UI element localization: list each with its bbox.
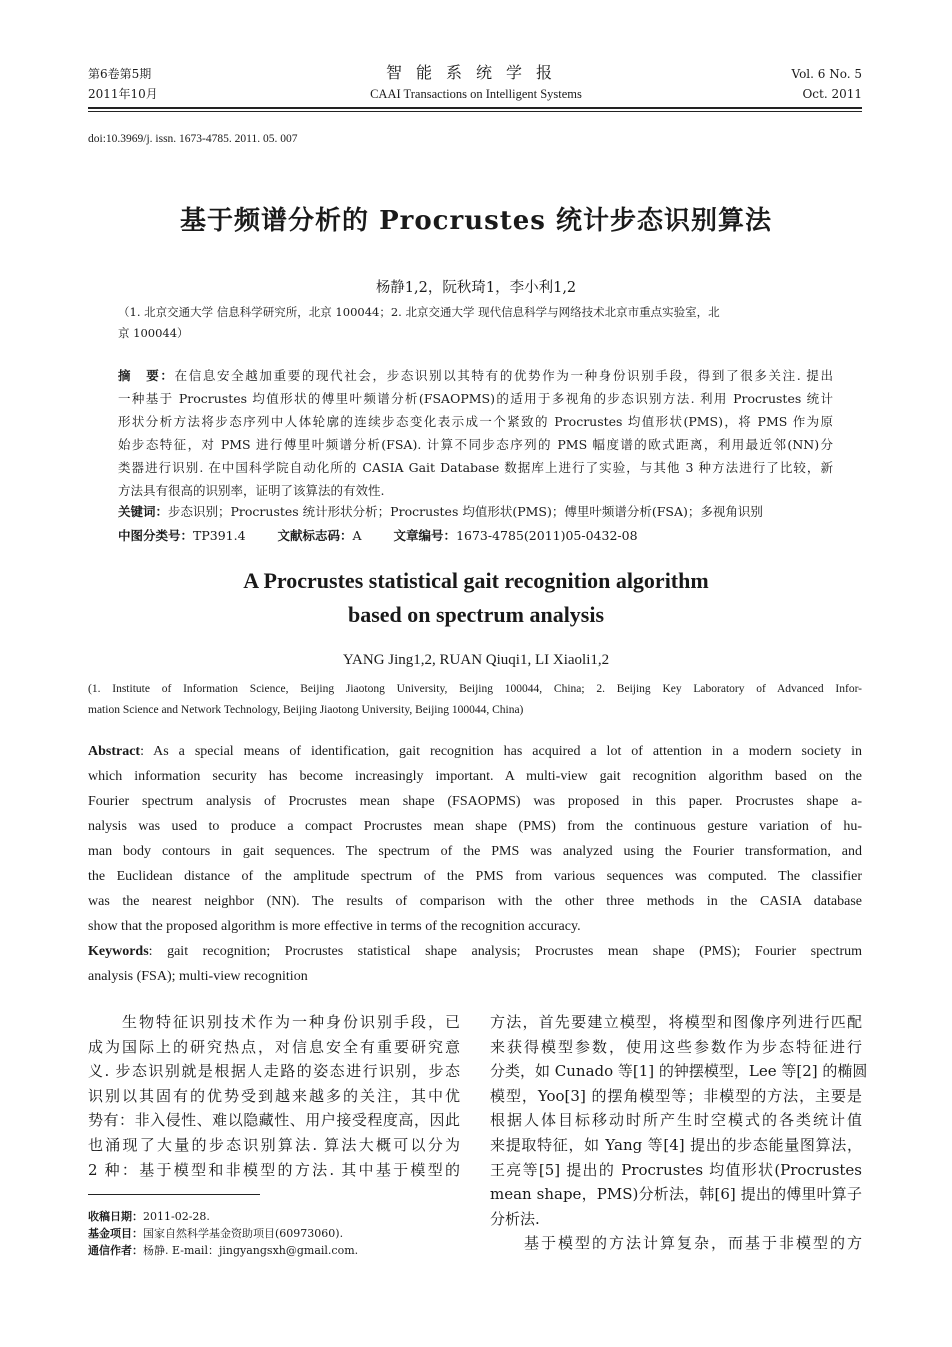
corresponding-value: 杨静. E-mail：jingyangsxh@gmail.com.: [143, 1244, 359, 1257]
abstract-en-line: nalysis was used to produce a compact Procrustes mean shape (PMS) from the continuous gesture variation of hu-: [88, 819, 862, 834]
body-line: 也涌现了大量的步态识别算法. 算法大概可以分为: [88, 1135, 460, 1154]
abstract-cn-line: 形状分析方法将步态序列中人体轮廓的连续步态变化表示成一个紧致的 Procrustes 均值形状(PMS)，将 PMS 作为原: [118, 414, 833, 429]
authors-en: YANG Jing1,2, RUAN Qiuqi1, LI Xiaoli1,2: [342, 652, 610, 668]
date-cn: 2011年10月: [88, 87, 158, 101]
journal-en: CAAI Transactions on Intelligent Systems: [370, 87, 582, 101]
title-en-line: based on spectrum analysis: [347, 602, 605, 627]
fund-label: 基金项目：: [88, 1227, 143, 1240]
body-line: 义. 步态识别就是根据人走路的姿态进行识别，步态: [88, 1062, 460, 1081]
abstract-en-line: Fourier spectrum analysis of Procrustes mean shape (FSAOPMS) was proposed in this paper. Procrustes shape a-: [88, 794, 862, 809]
article-no-label: 文章编号：: [393, 528, 457, 543]
doc-code-label: 文献标志码：: [277, 528, 353, 543]
footnotes: [88, 1208, 460, 1259]
body-left-column: [88, 1010, 460, 1182]
body-line: 根据人体目标移动时所产生时空模式的各类统计值: [490, 1111, 862, 1130]
body-line: 来获得模型参数，使用这些参数作为步态特征进行: [490, 1037, 862, 1056]
clc-label: 中图分类号：: [118, 528, 194, 543]
body-line: 方法，首先要建立模型，将模型和图像序列进行匹配: [490, 1013, 862, 1031]
affiliation-cn-line: 京 100044）: [118, 326, 189, 340]
body-line: 来提取特征，如 Yang 等[4] 提出的步态能量图算法，: [490, 1135, 862, 1154]
body-right-column: [490, 1010, 868, 1256]
authors-cn: 杨静1,2，阮秋琦1，李小利1,2: [375, 280, 577, 296]
body-line: mean shape，PMS)分析法，韩[6] 提出的傅里叶算子: [490, 1185, 862, 1204]
received-value: 2011-02-28.: [143, 1210, 210, 1223]
header-rule: [88, 107, 862, 109]
clc-value: TP391.4: [193, 528, 246, 543]
affiliation-en-line: (1. Institute of Information Science, Beijing Jiaotong University, Beijing 100044, China; 2. Beijing Key Laboratory of Advanced Infor-: [88, 683, 862, 695]
abstract-cn-line: 在信息安全越加重要的现代社会，步态识别以其特有的优势作为一种身份识别手段，得到了很多关注. 提出: [174, 368, 833, 383]
body-line: 识别以其固有的优势受到越来越多的关注，其中优: [88, 1086, 460, 1105]
issue-cn: 第6卷第5期: [88, 67, 152, 81]
abstract-en-line: man body contours in gait sequences. The spectrum of the PMS was analyzed using the Fourier transformation, and: [88, 844, 862, 859]
body-line: 王亮等[5] 提出的 Procrustes 均值形状(Procrustes: [490, 1160, 862, 1179]
abstract-en: [88, 739, 862, 989]
volume-en: Vol. 6 No. 5: [791, 67, 862, 81]
keywords-en-line: : gait recognition; Procrustes statistical shape analysis; Procrustes mean shape (PMS); Fourier spectrum: [148, 944, 862, 959]
keywords-cn-text: 步态识别；Procrustes 统计形状分析；Procrustes 均值形状(PMS)；傅里叶频谱分析(FSA)；多视角识别: [168, 504, 763, 519]
body-line: 势有：非入侵性、难以隐藏性、用户接受程度高，因此: [88, 1111, 460, 1130]
abstract-cn-line: 方法具有很高的识别率，证明了该算法的有效性.: [118, 483, 385, 498]
abstract-cn-line: 始步态特征，对 PMS 进行傅里叶频谱分析(FSA). 计算不同步态序列的 PMS 幅度谱的欧式距离，利用最近邻(NN)分: [118, 437, 833, 452]
corresponding-label: 通信作者：: [88, 1244, 143, 1257]
abstract-en-line: : As a special means of identification, gait recognition has acquired a lot of attention in a modern society in: [140, 744, 862, 759]
abstract-cn-line: 一种基于 Procrustes 均值形状的傅里叶频谱分析(FSAOPMS)的适用于多视角的步态识别方法. 利用 Procrustes 统计: [118, 391, 833, 406]
keywords-cn: [118, 501, 833, 523]
abstract-en-label: Abstract: [88, 744, 141, 759]
abstract-cn-label: 摘 要：: [118, 368, 175, 383]
affiliation-en-line: mation Science and Network Technology, Beijing Jiaotong University, Beijing 100044, China): [88, 704, 524, 716]
abstract-en-line: show that the proposed algorithm is more effective in terms of the recognition accuracy.: [88, 919, 581, 934]
body-line: 生物特征识别技术作为一种身份识别手段，已: [88, 1013, 460, 1031]
doc-code-value: A: [352, 528, 362, 543]
title-en-line: A Procrustes statistical gait recognition algorithm: [243, 568, 709, 593]
abstract-en-line: was the nearest neighbor (NN). The results of comparison with the other three methods in the CASIA database: [88, 894, 862, 909]
received-label: 收稿日期：: [88, 1210, 143, 1223]
body-line: 基于模型的方法计算复杂，而基于非模型的方: [490, 1234, 862, 1253]
fund-value: 国家自然科学基金资助项目(60973060).: [143, 1227, 344, 1240]
header-rule-thin: [88, 111, 862, 112]
abstract-en-line: the Euclidean distance of the amplitude spectrum of the PMS from various sequences was computed. The classifier: [88, 869, 862, 884]
keywords-en-label: Keywords: [88, 944, 149, 959]
abstract-cn: [118, 364, 833, 502]
keywords-en-line: analysis (FSA); multi-view recognition: [88, 969, 308, 984]
body-line: 分析法.: [490, 1209, 540, 1228]
body-line: 分类，如 Cunado 等[1] 的钟摆模型，Lee 等[2] 的椭圆: [490, 1062, 868, 1081]
keywords-cn-label: 关键词：: [118, 504, 169, 519]
volume-label: [792, 64, 862, 104]
body-line: 模型，Yoo[3] 的摆角模型等；非模型的方法，主要是: [490, 1086, 862, 1105]
journal-cn: 智能系统学报: [385, 63, 566, 82]
affiliation-en: [88, 679, 862, 721]
classification: [118, 525, 833, 547]
footnote-rule: [88, 1194, 260, 1195]
title-en: [0, 564, 952, 632]
doi: doi:10.3969/j. issn. 1673-4785. 2011. 05. 007: [88, 133, 298, 145]
affiliation-cn-line: （1. 北京交通大学 信息科学研究所，北京 100044；2. 北京交通大学 现代信息科学与网络技术北京市重点实验室，北: [118, 305, 720, 319]
date-en: Oct. 2011: [802, 87, 862, 101]
abstract-en-line: which information security has become increasingly important. A multi-view gait recognition algorithm based on the: [88, 769, 862, 784]
affiliation-cn: [118, 302, 833, 344]
article-no-value: 1673-4785(2011)05-0432-08: [456, 528, 638, 543]
abstract-cn-line: 类器进行识别. 在中国科学院自动化所的 CASIA Gait Database 数据库上进行了实验，与其他 3 种方法进行了比较，新: [118, 460, 833, 475]
title-cn: 基于频谱分析的 Procrustes 统计步态识别算法: [180, 206, 772, 236]
body-line: 成为国际上的研究热点，对信息安全有重要研究意: [88, 1037, 460, 1056]
body-line: 2 种：基于模型和非模型的方法. 其中基于模型的: [88, 1160, 460, 1179]
